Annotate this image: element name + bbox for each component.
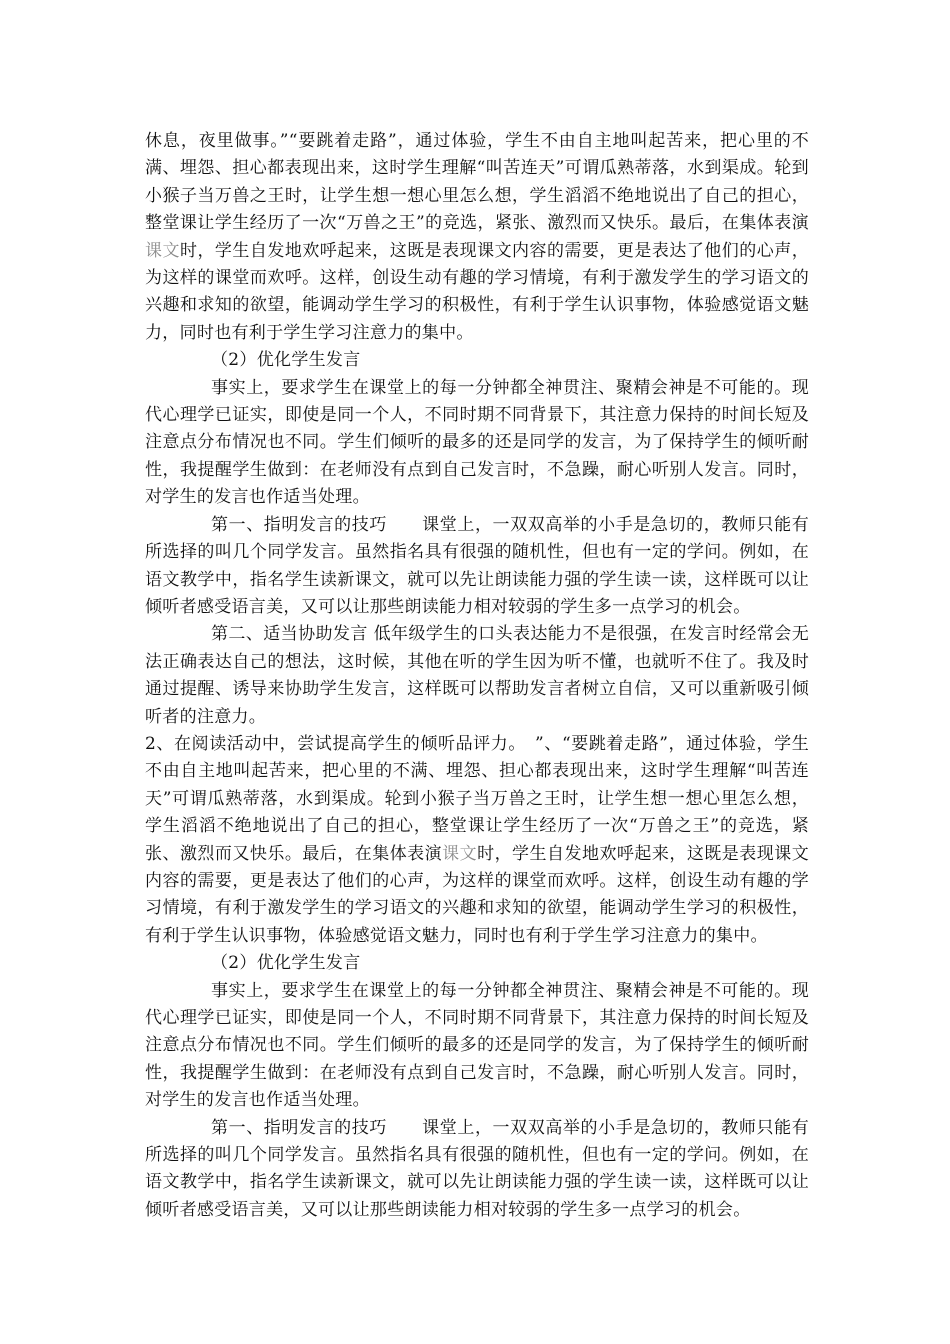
keyword-link[interactable]: 课文 [145,240,180,261]
section-heading: （2）优化学生发言 [211,953,361,974]
text-run: 时，学生自发地欢呼起来，这既是表现课文内容的需要，更是表达了他们的心声，为这样的课堂而欢呼。这样，创设生动有趣的学习情境，有利于激发学生的学习语文的兴趣和求知的欲望，能调动学生学习的积极性，有利于学生认识事物，体验感觉语文魅力，同时也有利于学生学习注意力的集中。 [145,240,809,343]
text-run: 时，学生自发地欢呼起来，这既是表现课文内容的需要，更是表达了他们的心声，为这样的课堂而欢呼。这样，创设生动有趣的学习情境，有利于激发学生的学习语文的兴趣和求知的欲望，能调动学生学习的积极性，有利于学生认识事物，体验感觉语文魅力，同时也有利于学生学习注意力的集中。 [145,843,809,946]
keyword-link[interactable]: 课文 [442,843,478,864]
paragraph-1 [145,128,809,347]
paragraph-6 [145,731,809,950]
document-page [145,128,809,1224]
section-heading: （2）优化学生发言 [211,350,361,371]
text-run: 休息，夜里做事。”“要跳着走路”，通过体验，学生不由自主地叫起苦来，把心里的不满、埋怨、担心都表现出来，这时学生理解“叫苦连天”可谓瓜熟蒂落，水到渠成。轮到小猴子当万兽之王时，让学生想一想心里怎么想，学生滔滔不绝地说出了自己的担心，整堂课让学生经历了一次“万兽之王”的竞选，紧张、激烈而又快乐。最后，在集体表演 [145,131,809,234]
paragraph-4: 第一、指明发言的技巧 课堂上，一双双高举的小手是急切的，教师只能有所选择的叫几个同学发言。虽然指名具有很强的随机性，但也有一定的学问。例如，在语文教学中，指名学生读新课文，就可以先让朗读能力强的学生读一读，这样既可以让倾听者感受语言美，又可以让那些朗读能力相对较弱的学生多一点学习的机会。 [145,514,809,617]
text-run: 2、在阅读活动中，尝试提高学生的倾听品评力。 ”、“要跳着走路”，通过体验，学生不由自主地叫起苦来，把心里的不满、埋怨、担心都表现出来，这时学生理解“叫苦连天”可谓瓜熟蒂落，水到渠成。轮到小猴子当万兽之王时，让学生想一想心里怎么想，学生滔滔不绝地说出了自己的担心，整堂课让学生经历了一次“万兽之王”的竞选，紧张、激烈而又快乐。最后，在集体表演 [145,733,809,864]
paragraph-8: 事实上，要求学生在课堂上的每一分钟都全神贯注、聚精会神是不可能的。现代心理学已证实，即使是同一个人，不同时期不同背景下，其注意力保持的时间长短及注意点分布情况也不同。学生们倾听的最多的还是同学的发言，为了保持学生的倾听耐性，我提醒学生做到：在老师没有点到自己发言时，不急躁，耐心听别人发言。同时，对学生的发言也作适当处理。 [145,980,809,1111]
paragraph-3: 事实上，要求学生在课堂上的每一分钟都全神贯注、聚精会神是不可能的。现代心理学已证实，即使是同一个人，不同时期不同背景下，其注意力保持的时间长短及注意点分布情况也不同。学生们倾听的最多的还是同学的发言，为了保持学生的倾听耐性，我提醒学生做到：在老师没有点到自己发言时，不急躁，耐心听别人发言。同时，对学生的发言也作适当处理。 [145,377,809,508]
paragraph-9: 第一、指明发言的技巧 课堂上，一双双高举的小手是急切的，教师只能有所选择的叫几个同学发言。虽然指名具有很强的随机性，但也有一定的学问。例如，在语文教学中，指名学生读新课文，就可以先让朗读能力强的学生读一读，这样既可以让倾听者感受语言美，又可以让那些朗读能力相对较弱的学生多一点学习的机会。 [145,1117,809,1220]
paragraph-5: 第二、适当协助发言 低年级学生的口头表达能力不是很强，在发言时经常会无法正确表达自己的想法，这时候，其他在听的学生因为听不懂，也就听不住了。我及时通过提醒、诱导来协助学生发言，这样既可以帮助发言者树立自信，又可以重新吸引倾听者的注意力。 [145,624,809,727]
